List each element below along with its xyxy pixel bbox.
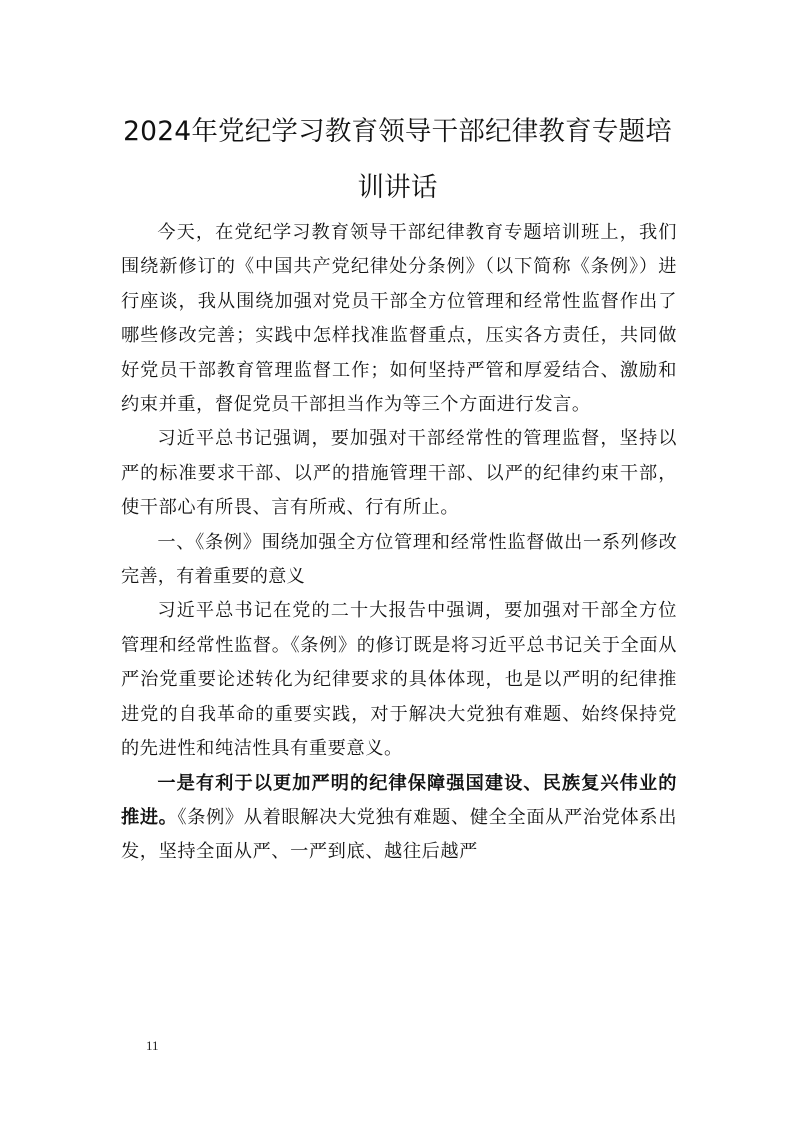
paragraph-quote: 习近平总书记强调，要加强对干部经常性的管理监督，坚持以严的标准要求干部、以严的措施管理干部、以严的纪律约束干部，使干部心有所畏、言有所戒、行有所止。 xyxy=(121,428,677,519)
page-number: 11 xyxy=(146,1038,159,1053)
paragraph-intro: 今天，在党纪学习教育领导干部纪律教育专题培训班上，我们围绕新修订的《中国共产党纪律处分条例》（以下简称《条例》）进行座谈，我从围绕加强对党员干部全方位管理和经常性监督作出了哪些修改完善；实践中怎样找准监督重点，压实各方责任，共同做好党员干部教育管理监督工作；如何坚持严管和厚爱结合、激励和约束并重，督促党员干部担当作为等三个方面进行发言。 xyxy=(121,222,677,416)
paragraph-point-one xyxy=(121,767,677,870)
paragraph-significance: 习近平总书记在党的二十大报告中强调，要加强对干部全方位管理和经常性监督。《条例》的修订既是将习近平总书记关于全面从严治党重要论述转化为纪律要求的具体体现，也是以严明的纪律推进党的自我革命的重要实践，对于解决大党独有难题、始终保持党的先进性和纯洁性具有重要意义。 xyxy=(121,600,677,760)
document-title: 2024年党纪学习教育领导干部纪律教育专题培训讲话 xyxy=(123,116,672,203)
point-one-lead: 一是有利于以更加严明的纪律保障强国建设、民族复兴伟业的推进。 xyxy=(121,772,677,828)
document-body xyxy=(121,216,677,870)
point-one-text: 《条例》从着眼解决大党独有难题、健全全面从严治党体系出发，坚持全面从严、一严到底、越往后越严 xyxy=(121,806,677,863)
section-heading: 一、《条例》围绕加强全方位管理和经常性监督做出一系列修改完善，有着重要的意义 xyxy=(121,531,677,588)
